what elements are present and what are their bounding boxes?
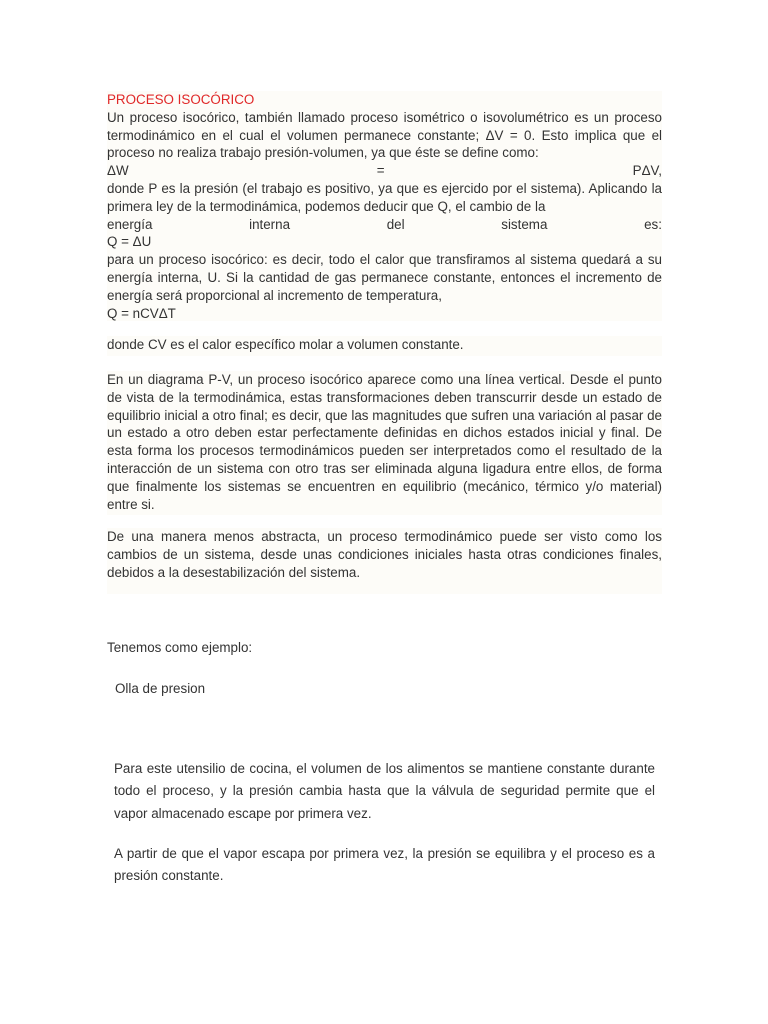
- energy-word: del: [386, 216, 405, 232]
- intro-paragraph-b: donde P es la presión (el trabajo es positivo, ya que es ejercido por el sistema). Aplicando la primera ley de la termodinámica, podemos deducir que Q, el cambio de la: [107, 180, 662, 214]
- energy-word: sistema: [501, 216, 548, 232]
- intro-paragraph-a: Un proceso isocórico, también llamado proceso isométrico o isovolumétrico es un proceso termodinámico en el cual el volumen permanece constante; ΔV = 0. Esto implica que el proceso no realiza trabajo presión-volumen, ya que éste se define como:: [107, 109, 662, 161]
- abstract-paragraph: De una manera menos abstracta, un proceso termodinámico puede ser visto como los cambios de un sistema, desde unas condiciones iniciales hasta otras condiciones finales, debidos a la desestabilización del sistema.: [107, 529, 662, 580]
- example-intro: Tenemos como ejemplo:: [107, 640, 253, 655]
- abstract-section: [107, 528, 662, 594]
- work-formula-lhs: ΔW: [107, 163, 129, 179]
- heat-capacity-formula: Q = nCVΔT: [107, 305, 176, 321]
- cv-paragraph: donde CV es el calor específico molar a volumen constante.: [107, 337, 464, 352]
- heat-formula: Q = ΔU: [107, 234, 152, 250]
- energy-word: interna: [249, 216, 291, 232]
- energy-word: energía: [107, 216, 153, 232]
- example-paragraph-2: A partir de que el vapor escapa por primera vez, la presión se equilibra y el proceso es a presión constante.: [114, 846, 655, 884]
- work-formula: [107, 162, 662, 180]
- page-title: PROCESO ISOCÓRICO: [107, 92, 255, 107]
- intro-paragraph-d: para un proceso isocórico: es decir, todo el calor que transfiramos al sistema quedará a su energía interna, U. Si la cantidad de gas permanece constante, entonces el incremento de energía será proporcional al incremento de temperatura,: [107, 252, 662, 303]
- energy-line: [107, 216, 662, 234]
- cv-section: [107, 336, 662, 356]
- work-formula-rhs: PΔV,: [632, 163, 662, 179]
- pv-paragraph: En un diagrama P-V, un proceso isocórico aparece como una línea vertical. Desde el punto de vista de la termodinámica, estas transformaciones deben transcurrir desde un estado de equilibrio inicial a otro final; es decir, que las magnitudes que sufren una variación al pasar de un estado a otro deben estar perfectamente definidas en dichos estados inicial y final. De esta forma los procesos termodinámicos pueden ser interpretados como el resultado de la interacción de un sistema con otro tras ser eliminada alguna ligadura entre ellos, de forma que finalmente los sistemas se encuentren en equilibrio (mecánico, térmico y/o material) entre si.: [107, 372, 662, 512]
- work-formula-eq: =: [376, 163, 385, 179]
- pv-section: [107, 371, 662, 515]
- intro-section: [107, 91, 662, 321]
- example-title: Olla de presion: [115, 681, 206, 696]
- energy-word: es:: [644, 216, 662, 232]
- example-paragraph-1: Para este utensilio de cocina, el volumen de los alimentos se mantiene constante durante todo el proceso, y la presión cambia hasta que la válvula de seguridad permite que el vapor almacenado escape por primera vez.: [114, 761, 655, 821]
